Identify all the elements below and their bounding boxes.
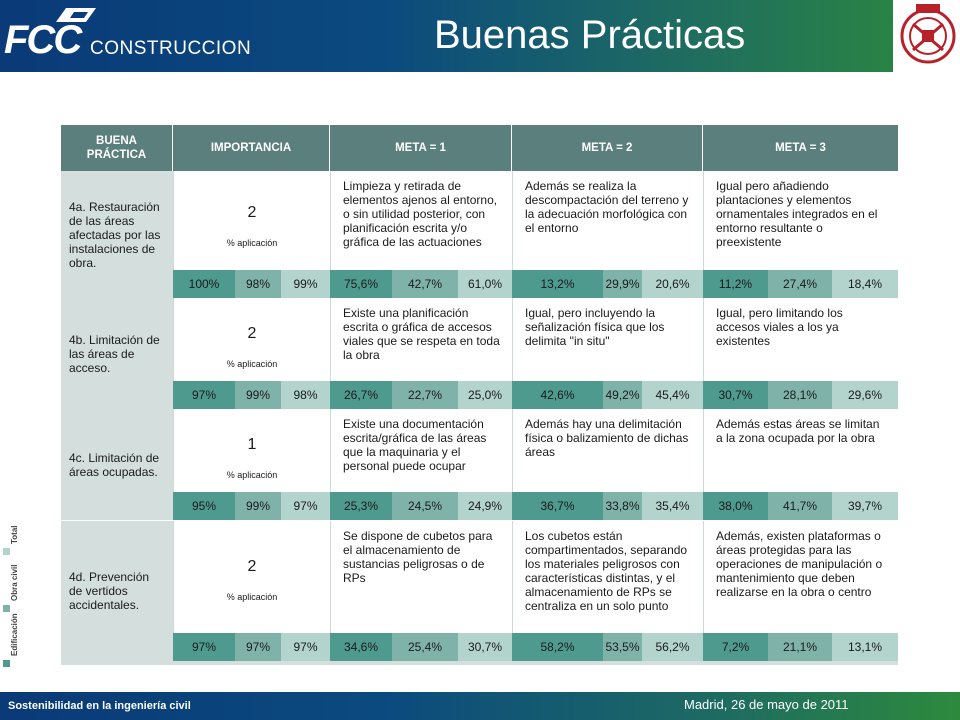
percentage-cell: 25,4%	[392, 633, 458, 661]
importance-cell	[173, 298, 330, 381]
percentage-cell: 97%	[235, 633, 281, 661]
importance-value: 1	[247, 436, 257, 454]
percentage-cell: 41,7%	[768, 492, 832, 520]
percentage-cell: 42,7%	[392, 270, 458, 298]
percentage-cell: 53,5%	[603, 633, 642, 661]
percentage-cell: 25,0%	[458, 381, 512, 409]
percentage-cell: 34,6%	[330, 633, 392, 661]
percentage-cell: 100%	[173, 270, 235, 298]
percentage-cell: 30,7%	[703, 381, 768, 409]
legend-swatch-obra-civil	[3, 605, 10, 612]
percentage-cell: 26,7%	[330, 381, 392, 409]
percentage-cell: 33,8%	[603, 492, 642, 520]
legend-label-obra-civil: Obra civil	[10, 564, 19, 601]
legend-swatch-total	[3, 548, 10, 555]
percentage-cell: 7,2%	[703, 633, 768, 661]
column-header: META = 1	[330, 125, 511, 171]
percentage-cell: 35,4%	[642, 492, 703, 520]
percentage-cell: 99%	[281, 270, 330, 298]
header-bar	[0, 0, 960, 72]
meta2-description: Además se realiza la descompactación del terreno y la adecuación morfológica con el entorno	[512, 171, 703, 270]
percentage-cell: 99%	[235, 381, 281, 409]
column-header: META = 3	[703, 125, 898, 171]
footer-course: Sostenibilidad en la ingeniería civil	[8, 700, 191, 712]
percentage-cell: 75,6%	[330, 270, 392, 298]
meta1-description: Limpieza y retirada de elementos ajenos al entorno, o sin utilidad posterior, con planificación escrita y/o gráfica de las actuaciones	[330, 171, 512, 270]
percentage-cell: 25,3%	[330, 492, 392, 520]
meta1-description: Existe una planificación escrita o gráfica de accesos viales que se respeta en toda la obra	[330, 298, 512, 381]
percentage-cell: 99%	[235, 492, 281, 520]
percentage-cell: 11,2%	[703, 270, 768, 298]
meta2-description: Además hay una delimitación física o balizamiento de dichas áreas	[512, 409, 703, 492]
percentage-cell: 21,1%	[768, 633, 832, 661]
meta3-description: Igual, pero limitando los accesos viales a los ya existentes	[703, 298, 898, 381]
percentage-cell: 30,7%	[458, 633, 512, 661]
meta3-description: Igual pero añadiendo plantaciones y elementos ornamentales integrados en el entorno resultante o preexistente	[703, 171, 898, 270]
percentage-cell: 98%	[281, 381, 330, 409]
percentage-cell: 97%	[281, 492, 330, 520]
percentage-cell: 29,9%	[603, 270, 642, 298]
page-title: Buenas Prácticas	[434, 13, 746, 57]
percentage-cell: 42,6%	[512, 381, 603, 409]
best-practices-table	[61, 125, 898, 665]
percentage-cell: 22,7%	[392, 381, 458, 409]
logo-subtitle: CONSTRUCCION	[90, 38, 252, 59]
column-header: BUENA PRÁCTICA	[61, 125, 172, 171]
percentage-cell: 18,4%	[832, 270, 898, 298]
meta3-description: Además, existen plataformas o áreas protegidas para las operaciones de manipulación o mantenimiento que deben realizarse en la obra o centro	[703, 521, 898, 633]
legend-label-edificacion: Edificación	[10, 613, 19, 656]
percentage-cell: 13,1%	[832, 633, 898, 661]
legend-swatch-edificacion	[3, 660, 10, 667]
percentage-cell: 95%	[173, 492, 235, 520]
column-header: META = 2	[512, 125, 702, 171]
aplicacion-label: % aplicación	[226, 237, 278, 248]
footer-date: Madrid, 26 de mayo de 2011	[684, 697, 849, 712]
percentage-cell: 45,4%	[642, 381, 703, 409]
percentage-cell: 61,0%	[458, 270, 512, 298]
percentage-cell: 58,2%	[512, 633, 603, 661]
table-bottom-band	[61, 661, 898, 665]
percentage-cell: 28,1%	[768, 381, 832, 409]
practice-label: 4a. Restauración de las áreas afectadas por las instalaciones de obra.	[61, 171, 173, 298]
legend-label-total: Total	[10, 525, 19, 544]
percentage-cell: 97%	[173, 381, 235, 409]
logo-fcc-text: FCC	[4, 18, 81, 62]
practice-label: 4b. Limitación de las áreas de acceso.	[61, 298, 173, 409]
importance-cell	[173, 409, 330, 492]
column-header: IMPORTANCIA	[173, 125, 329, 171]
percentage-cell: 13,2%	[512, 270, 603, 298]
meta1-description: Existe una documentación escrita/gráfica de las áreas que la maquinaria y el personal puede ocupar	[330, 409, 512, 492]
importance-value: 2	[247, 325, 257, 343]
footer-bar	[0, 692, 960, 720]
practice-label: 4d. Prevención de vertidos accidentales.	[61, 521, 173, 661]
percentage-cell: 97%	[281, 633, 330, 661]
aplicacion-label: % aplicación	[226, 359, 278, 370]
practice-label: 4c. Limitación de áreas ocupadas.	[61, 409, 173, 520]
percentage-cell: 20,6%	[642, 270, 703, 298]
percentage-cell: 24,9%	[458, 492, 512, 520]
meta2-description: Igual, pero incluyendo la señalización física que los delimita "in situ"	[512, 298, 703, 381]
meta3-description: Además estas áreas se limitan a la zona ocupada por la obra	[703, 409, 898, 492]
meta1-description: Se dispone de cubetos para el almacenamiento de sustancias peligrosas o de RPs	[330, 521, 512, 633]
importance-cell	[173, 171, 330, 270]
percentage-cell: 98%	[235, 270, 281, 298]
fcc-logo	[4, 8, 252, 64]
university-seal-icon	[899, 2, 957, 68]
percentage-cell: 36,7%	[512, 492, 603, 520]
aplicacion-label: % aplicación	[226, 470, 278, 481]
percentage-cell: 97%	[173, 633, 235, 661]
percentage-cell: 39,7%	[832, 492, 898, 520]
meta2-description: Los cubetos están compartimentados, separando los materiales peligrosos con características distintas, y el almacenamiento de RPs se centraliza en un solo punto	[512, 521, 703, 633]
legend	[0, 510, 20, 668]
percentage-cell: 49,2%	[603, 381, 642, 409]
percentage-cell: 24,5%	[392, 492, 458, 520]
percentage-cell: 29,6%	[832, 381, 898, 409]
percentage-cell: 38,0%	[703, 492, 768, 520]
importance-value: 2	[247, 203, 257, 221]
importance-value: 2	[247, 558, 257, 576]
aplicacion-label: % aplicación	[226, 592, 278, 603]
percentage-cell: 27,4%	[768, 270, 832, 298]
importance-cell	[173, 521, 330, 633]
percentage-cell: 56,2%	[642, 633, 703, 661]
